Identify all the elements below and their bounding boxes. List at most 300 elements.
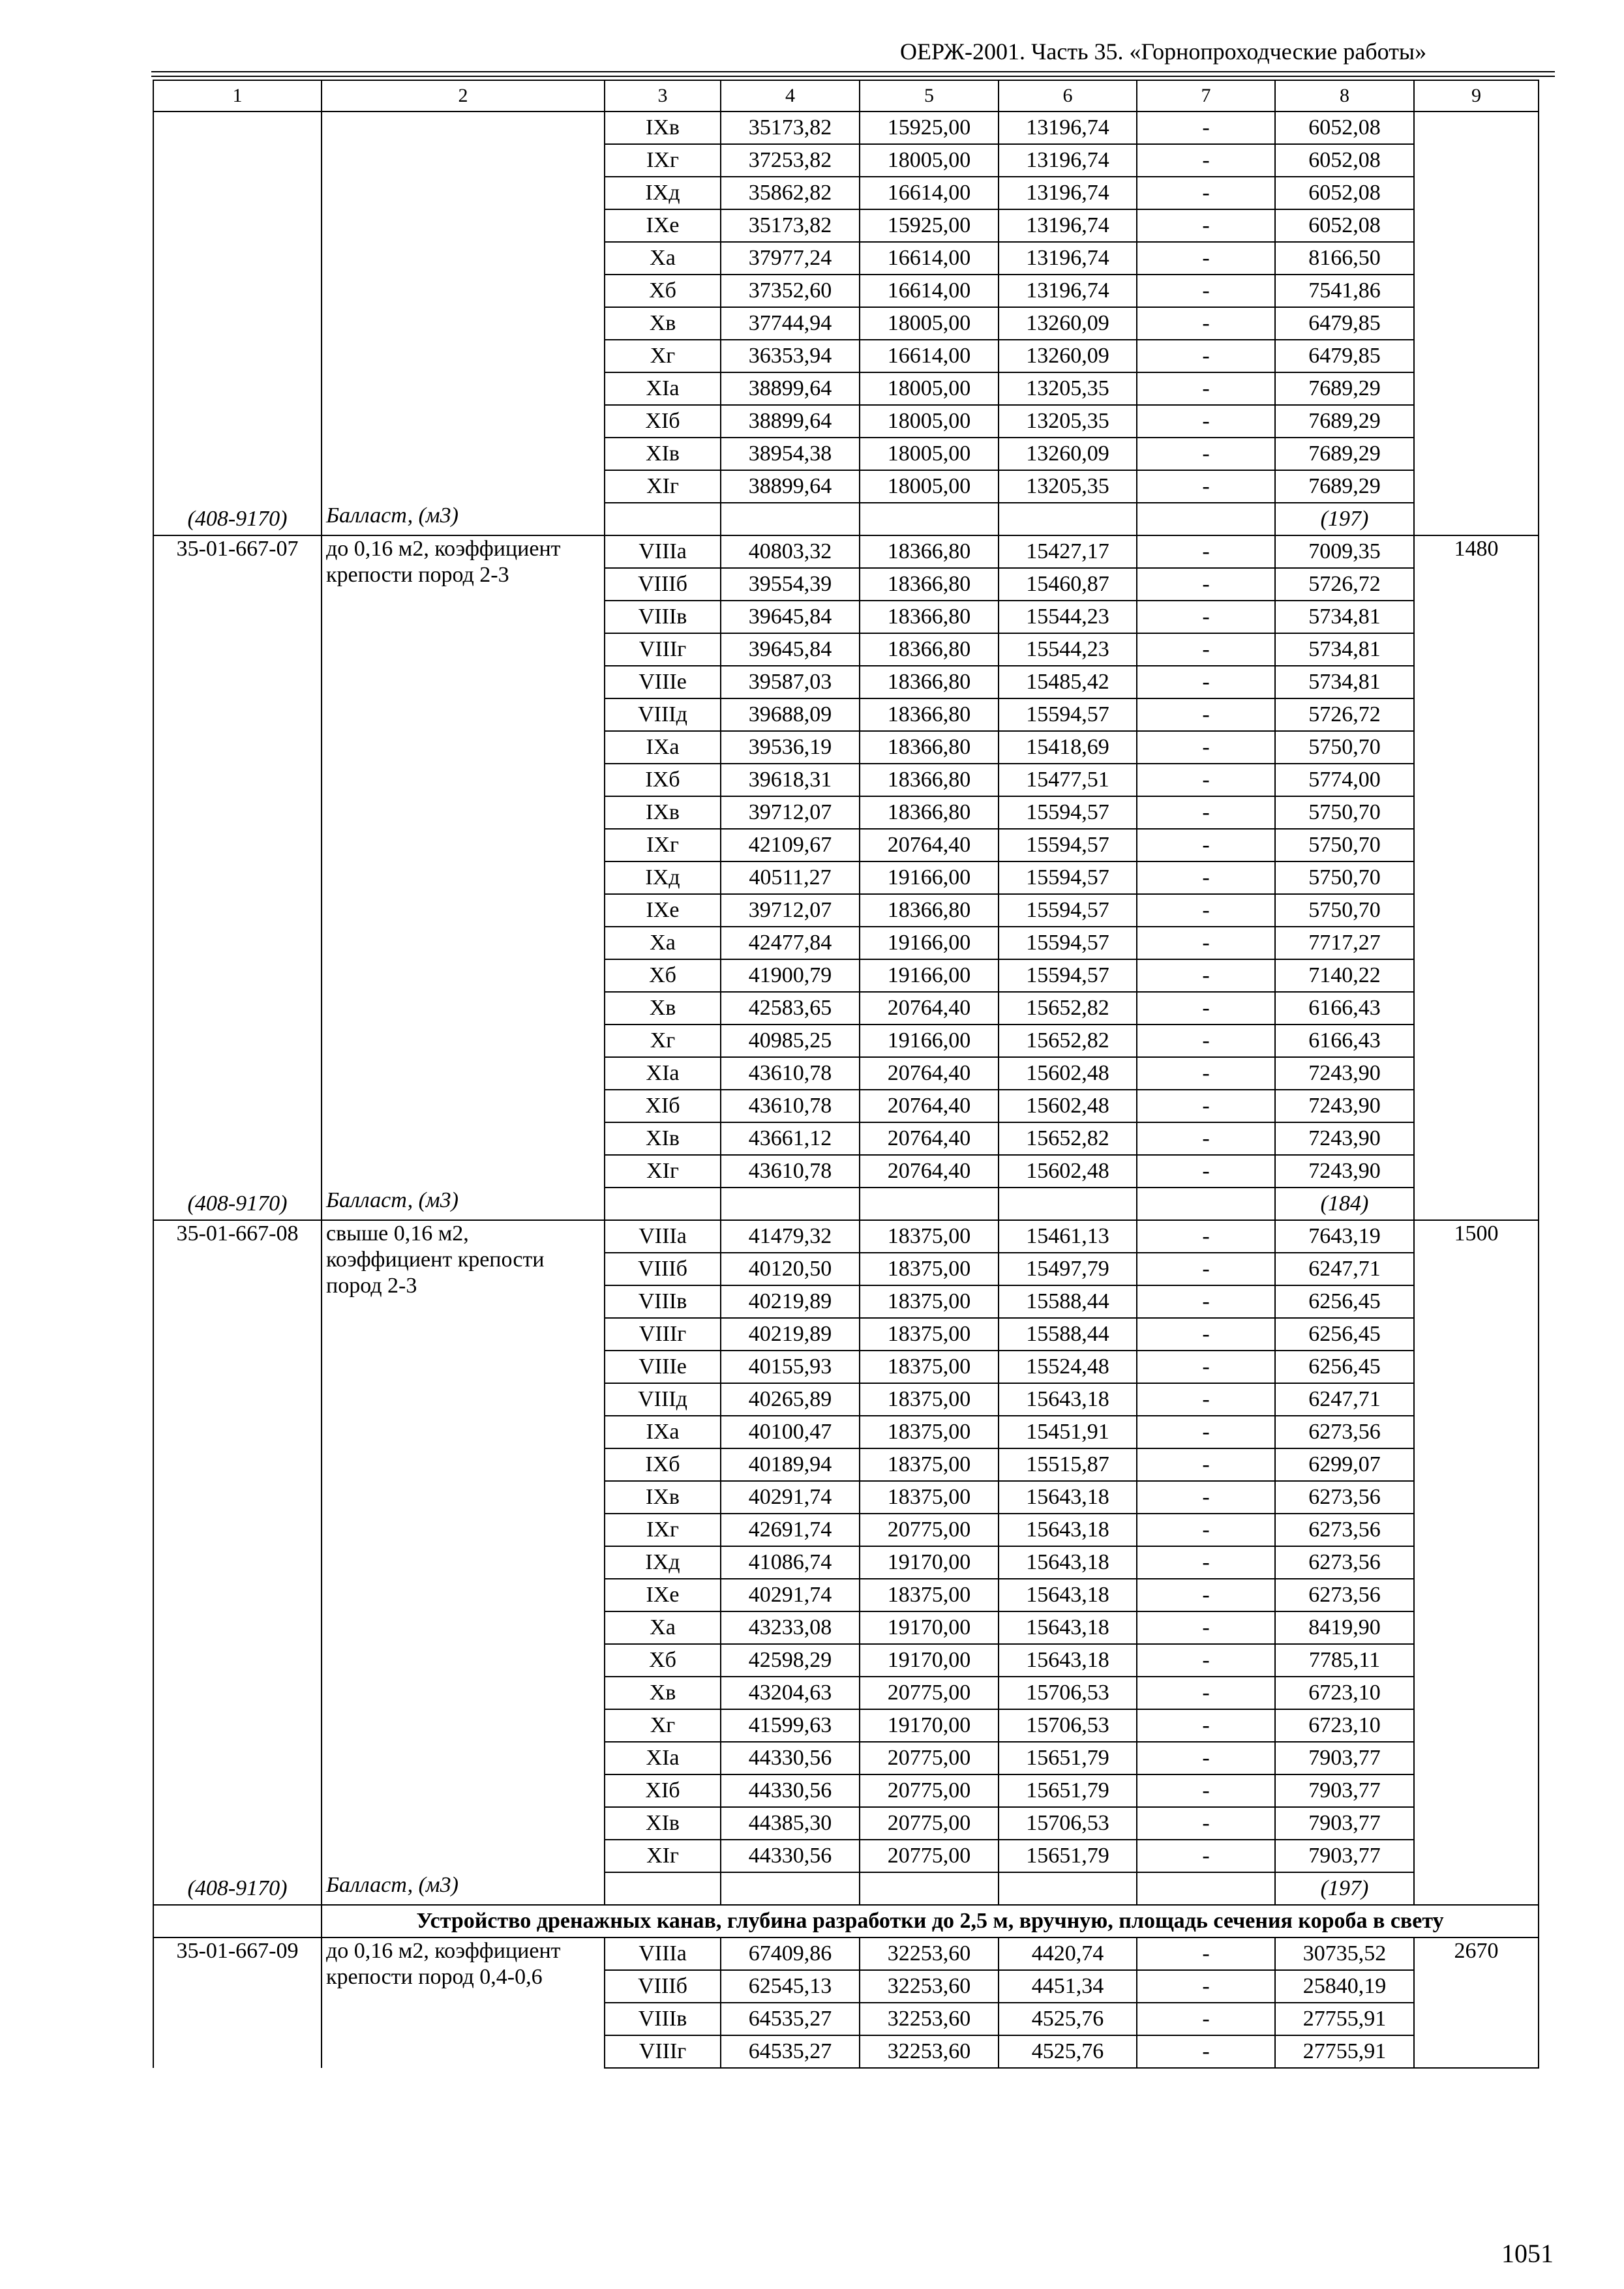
value-cell: 6273,56 bbox=[1275, 1579, 1414, 1611]
value-cell: 15652,82 bbox=[999, 1025, 1137, 1057]
ballast-value: (184) bbox=[1275, 1188, 1414, 1220]
value-cell: 20764,40 bbox=[860, 1155, 999, 1188]
value-cell: 44330,56 bbox=[721, 1840, 860, 1872]
value-cell: 5726,72 bbox=[1275, 698, 1414, 731]
value-cell: 43610,78 bbox=[721, 1155, 860, 1188]
value-cell: - bbox=[1137, 1677, 1275, 1709]
value-cell: 5734,81 bbox=[1275, 633, 1414, 666]
value-cell: 44330,56 bbox=[721, 1774, 860, 1807]
zone-cell: Xг bbox=[605, 340, 721, 372]
zone-cell: XIг bbox=[605, 1155, 721, 1188]
value-cell: 32253,60 bbox=[860, 2035, 999, 2068]
value-cell: - bbox=[1137, 601, 1275, 633]
value-cell: 37352,60 bbox=[721, 275, 860, 307]
zone-cell: IXе bbox=[605, 209, 721, 242]
value-cell: 19166,00 bbox=[860, 959, 999, 992]
value-cell: 15451,91 bbox=[999, 1416, 1137, 1448]
value-cell: 13196,74 bbox=[999, 112, 1137, 144]
value-cell: 40155,93 bbox=[721, 1351, 860, 1383]
zone-cell: Xб bbox=[605, 1644, 721, 1677]
col9-cell: 1500 bbox=[1414, 1220, 1539, 1905]
value-cell: 64535,27 bbox=[721, 2003, 860, 2035]
value-cell: - bbox=[1137, 144, 1275, 177]
value-cell: - bbox=[1137, 829, 1275, 861]
table-row bbox=[153, 1220, 1539, 1253]
value-cell: - bbox=[1137, 209, 1275, 242]
value-cell: 7243,90 bbox=[1275, 1122, 1414, 1155]
value-cell: - bbox=[1137, 405, 1275, 438]
value-cell: - bbox=[1137, 1970, 1275, 2003]
value-cell: 19170,00 bbox=[860, 1709, 999, 1742]
ballast-value: (197) bbox=[1275, 1872, 1414, 1905]
table-row bbox=[153, 535, 1539, 568]
value-cell: 64535,27 bbox=[721, 2035, 860, 2068]
item-code: 35-01-667-09 bbox=[153, 1937, 322, 2068]
value-cell: 13196,74 bbox=[999, 275, 1137, 307]
zone-cell: VIIIв bbox=[605, 1285, 721, 1318]
value-cell: 27755,91 bbox=[1275, 2003, 1414, 2035]
value-cell: - bbox=[1137, 568, 1275, 601]
value-cell: 15706,53 bbox=[999, 1807, 1137, 1840]
value-cell: 18366,80 bbox=[860, 568, 999, 601]
value-cell: 39554,39 bbox=[721, 568, 860, 601]
ballast-row bbox=[153, 1872, 1539, 1905]
value-cell: 19166,00 bbox=[860, 861, 999, 894]
value-cell: 15706,53 bbox=[999, 1709, 1137, 1742]
description-cell-empty bbox=[322, 112, 605, 503]
value-cell: 5734,81 bbox=[1275, 666, 1414, 698]
value-cell: 13205,35 bbox=[999, 372, 1137, 405]
ballast-empty-cell bbox=[1137, 1188, 1275, 1220]
section-title: Устройство дренажных канав, глубина разработки до 2,5 м, вручную, площадь сечения короба в свету bbox=[322, 1905, 1539, 1937]
value-cell: 15602,48 bbox=[999, 1090, 1137, 1122]
value-cell: 18366,80 bbox=[860, 698, 999, 731]
value-cell: 7689,29 bbox=[1275, 372, 1414, 405]
value-cell: 18375,00 bbox=[860, 1416, 999, 1448]
value-cell: 13260,09 bbox=[999, 438, 1137, 470]
value-cell: 13196,74 bbox=[999, 144, 1137, 177]
value-cell: - bbox=[1137, 1351, 1275, 1383]
value-cell: - bbox=[1137, 992, 1275, 1025]
value-cell: 15594,57 bbox=[999, 861, 1137, 894]
value-cell: 20775,00 bbox=[860, 1840, 999, 1872]
value-cell: - bbox=[1137, 2003, 1275, 2035]
value-cell: 5750,70 bbox=[1275, 731, 1414, 764]
value-cell: 20764,40 bbox=[860, 829, 999, 861]
header-rule-second bbox=[151, 76, 1555, 77]
zone-cell: IXв bbox=[605, 796, 721, 829]
value-cell: 36353,94 bbox=[721, 340, 860, 372]
zone-cell: IXд bbox=[605, 861, 721, 894]
ballast-empty-cell bbox=[860, 1188, 999, 1220]
value-cell: 18366,80 bbox=[860, 764, 999, 796]
value-cell: 4451,34 bbox=[999, 1970, 1137, 2003]
value-cell: - bbox=[1137, 1155, 1275, 1188]
value-cell: 40189,94 bbox=[721, 1448, 860, 1481]
value-cell: 25840,19 bbox=[1275, 1970, 1414, 2003]
zone-cell: Xг bbox=[605, 1025, 721, 1057]
value-cell: 18375,00 bbox=[860, 1318, 999, 1351]
value-cell: - bbox=[1137, 1579, 1275, 1611]
value-cell: 15706,53 bbox=[999, 1677, 1137, 1709]
value-cell: 16614,00 bbox=[860, 177, 999, 209]
value-cell: - bbox=[1137, 927, 1275, 959]
zone-cell: Xв bbox=[605, 1677, 721, 1709]
value-cell: 18375,00 bbox=[860, 1481, 999, 1514]
zone-cell: IXг bbox=[605, 1514, 721, 1546]
zone-cell: XIа bbox=[605, 1742, 721, 1774]
col9-cell bbox=[1414, 112, 1539, 535]
value-cell: 41900,79 bbox=[721, 959, 860, 992]
value-cell: 15594,57 bbox=[999, 894, 1137, 927]
value-cell: - bbox=[1137, 894, 1275, 927]
value-cell: 15652,82 bbox=[999, 992, 1137, 1025]
col9-cell: 2670 bbox=[1414, 1937, 1539, 2068]
value-cell: - bbox=[1137, 666, 1275, 698]
value-cell: - bbox=[1137, 959, 1275, 992]
item-code: 35-01-667-07 bbox=[153, 535, 322, 1188]
ballast-empty-cell bbox=[721, 1188, 860, 1220]
value-cell: - bbox=[1137, 1416, 1275, 1448]
value-cell: 6166,43 bbox=[1275, 1025, 1414, 1057]
page-number: 1051 bbox=[1501, 2239, 1554, 2268]
value-cell: - bbox=[1137, 1514, 1275, 1546]
zone-cell: IXг bbox=[605, 144, 721, 177]
value-cell: 40803,32 bbox=[721, 535, 860, 568]
ballast-row bbox=[153, 503, 1539, 535]
value-cell: 7689,29 bbox=[1275, 438, 1414, 470]
column-number: 6 bbox=[999, 80, 1137, 112]
value-cell: 15652,82 bbox=[999, 1122, 1137, 1155]
section-row bbox=[153, 1905, 1539, 1937]
value-cell: 5774,00 bbox=[1275, 764, 1414, 796]
column-number: 5 bbox=[860, 80, 999, 112]
value-cell: 42583,65 bbox=[721, 992, 860, 1025]
zone-cell: IXб bbox=[605, 1448, 721, 1481]
zone-cell: IXг bbox=[605, 829, 721, 861]
column-number: 8 bbox=[1275, 80, 1414, 112]
value-cell: 18375,00 bbox=[860, 1253, 999, 1285]
zone-cell: VIIIа bbox=[605, 1937, 721, 1970]
value-cell: 15524,48 bbox=[999, 1351, 1137, 1383]
zone-cell: VIIIа bbox=[605, 535, 721, 568]
value-cell: 7689,29 bbox=[1275, 470, 1414, 503]
value-cell: 5726,72 bbox=[1275, 568, 1414, 601]
value-cell: - bbox=[1137, 764, 1275, 796]
value-cell: 13205,35 bbox=[999, 405, 1137, 438]
ballast-empty-cell bbox=[1137, 503, 1275, 535]
value-cell: 13196,74 bbox=[999, 177, 1137, 209]
zone-cell: IXб bbox=[605, 764, 721, 796]
zone-cell: XIв bbox=[605, 1122, 721, 1155]
ballast-label: Балласт, (м3) bbox=[322, 503, 605, 535]
ballast-code: (408-9170) bbox=[153, 1872, 322, 1905]
value-cell: 44385,30 bbox=[721, 1807, 860, 1840]
value-cell: 7243,90 bbox=[1275, 1090, 1414, 1122]
item-description: свыше 0,16 м2, коэффициент крепости пород 2-3 bbox=[322, 1220, 605, 1872]
value-cell: 40291,74 bbox=[721, 1579, 860, 1611]
zone-cell: VIIIе bbox=[605, 1351, 721, 1383]
value-cell: 18375,00 bbox=[860, 1579, 999, 1611]
value-cell: - bbox=[1137, 633, 1275, 666]
value-cell: 39645,84 bbox=[721, 601, 860, 633]
value-cell: 32253,60 bbox=[860, 1937, 999, 1970]
column-number-row bbox=[153, 80, 1539, 112]
value-cell: 40511,27 bbox=[721, 861, 860, 894]
value-cell: 7243,90 bbox=[1275, 1155, 1414, 1188]
item-description: до 0,16 м2, коэффициент крепости пород 0,4-0,6 bbox=[322, 1937, 605, 2068]
value-cell: 15497,79 bbox=[999, 1253, 1137, 1285]
zone-cell: VIIIб bbox=[605, 1970, 721, 2003]
price-table bbox=[153, 80, 1539, 2069]
value-cell: 43661,12 bbox=[721, 1122, 860, 1155]
zone-cell: VIIIг bbox=[605, 1318, 721, 1351]
value-cell: 7903,77 bbox=[1275, 1840, 1414, 1872]
value-cell: 40100,47 bbox=[721, 1416, 860, 1448]
value-cell: 18366,80 bbox=[860, 894, 999, 927]
zone-cell: IXв bbox=[605, 1481, 721, 1514]
value-cell: - bbox=[1137, 1937, 1275, 1970]
zone-cell: XIа bbox=[605, 1057, 721, 1090]
value-cell: 18375,00 bbox=[860, 1383, 999, 1416]
value-cell: - bbox=[1137, 861, 1275, 894]
value-cell: - bbox=[1137, 1644, 1275, 1677]
value-cell: 15594,57 bbox=[999, 698, 1137, 731]
value-cell: 15651,79 bbox=[999, 1774, 1137, 1807]
value-cell: 13205,35 bbox=[999, 470, 1137, 503]
zone-cell: VIIIа bbox=[605, 1220, 721, 1253]
value-cell: 20775,00 bbox=[860, 1677, 999, 1709]
price-table-body bbox=[153, 80, 1539, 2068]
value-cell: 38899,64 bbox=[721, 372, 860, 405]
zone-cell: VIIIд bbox=[605, 1383, 721, 1416]
value-cell: 20764,40 bbox=[860, 1122, 999, 1155]
value-cell: 15643,18 bbox=[999, 1579, 1137, 1611]
zone-cell: XIг bbox=[605, 470, 721, 503]
value-cell: 6723,10 bbox=[1275, 1677, 1414, 1709]
value-cell: 20775,00 bbox=[860, 1774, 999, 1807]
zone-cell: XIв bbox=[605, 1807, 721, 1840]
value-cell: 15643,18 bbox=[999, 1383, 1137, 1416]
ballast-empty-cell bbox=[721, 503, 860, 535]
column-number: 2 bbox=[322, 80, 605, 112]
value-cell: 40219,89 bbox=[721, 1285, 860, 1318]
value-cell: - bbox=[1137, 1742, 1275, 1774]
page-header-title: ОЕРЖ-2001. Часть 35. «Горнопроходческие работы» bbox=[900, 38, 1427, 65]
ballast-empty-cell bbox=[999, 1872, 1137, 1905]
zone-cell: Xб bbox=[605, 275, 721, 307]
value-cell: 6052,08 bbox=[1275, 209, 1414, 242]
value-cell: 18005,00 bbox=[860, 372, 999, 405]
value-cell: 6247,71 bbox=[1275, 1253, 1414, 1285]
value-cell: 18375,00 bbox=[860, 1220, 999, 1253]
value-cell: 44330,56 bbox=[721, 1742, 860, 1774]
value-cell: 39645,84 bbox=[721, 633, 860, 666]
value-cell: 18366,80 bbox=[860, 633, 999, 666]
value-cell: 7541,86 bbox=[1275, 275, 1414, 307]
value-cell: 39688,09 bbox=[721, 698, 860, 731]
value-cell: 6273,56 bbox=[1275, 1416, 1414, 1448]
value-cell: 40291,74 bbox=[721, 1481, 860, 1514]
value-cell: 32253,60 bbox=[860, 2003, 999, 2035]
value-cell: 15602,48 bbox=[999, 1057, 1137, 1090]
value-cell: 7243,90 bbox=[1275, 1057, 1414, 1090]
value-cell: 7903,77 bbox=[1275, 1742, 1414, 1774]
value-cell: - bbox=[1137, 731, 1275, 764]
value-cell: - bbox=[1137, 275, 1275, 307]
value-cell: 7689,29 bbox=[1275, 405, 1414, 438]
zone-cell: Xв bbox=[605, 992, 721, 1025]
value-cell: 40120,50 bbox=[721, 1253, 860, 1285]
value-cell: 15461,13 bbox=[999, 1220, 1137, 1253]
value-cell: - bbox=[1137, 112, 1275, 144]
value-cell: 32253,60 bbox=[860, 1970, 999, 2003]
value-cell: 15651,79 bbox=[999, 1742, 1137, 1774]
value-cell: 39712,07 bbox=[721, 796, 860, 829]
value-cell: 16614,00 bbox=[860, 275, 999, 307]
zone-cell: VIIIв bbox=[605, 2003, 721, 2035]
value-cell: 4420,74 bbox=[999, 1937, 1137, 1970]
value-cell: 5750,70 bbox=[1275, 861, 1414, 894]
item-code: 35-01-667-08 bbox=[153, 1220, 322, 1872]
value-cell: 18375,00 bbox=[860, 1351, 999, 1383]
value-cell: 4525,76 bbox=[999, 2035, 1137, 2068]
zone-cell: IXд bbox=[605, 1546, 721, 1579]
ballast-code: (408-9170) bbox=[153, 503, 322, 535]
zone-cell: IXе bbox=[605, 894, 721, 927]
value-cell: 6273,56 bbox=[1275, 1481, 1414, 1514]
value-cell: 6479,85 bbox=[1275, 340, 1414, 372]
value-cell: 15643,18 bbox=[999, 1481, 1137, 1514]
value-cell: 15643,18 bbox=[999, 1611, 1137, 1644]
header-rule bbox=[151, 71, 1555, 72]
value-cell: 13260,09 bbox=[999, 307, 1137, 340]
zone-cell: IXд bbox=[605, 177, 721, 209]
value-cell: 20775,00 bbox=[860, 1514, 999, 1546]
value-cell: 37744,94 bbox=[721, 307, 860, 340]
value-cell: 13260,09 bbox=[999, 340, 1137, 372]
value-cell: 5734,81 bbox=[1275, 601, 1414, 633]
value-cell: 6256,45 bbox=[1275, 1285, 1414, 1318]
value-cell: 35173,82 bbox=[721, 112, 860, 144]
value-cell: - bbox=[1137, 372, 1275, 405]
value-cell: 67409,86 bbox=[721, 1937, 860, 1970]
column-number: 1 bbox=[153, 80, 322, 112]
value-cell: 7140,22 bbox=[1275, 959, 1414, 992]
value-cell: 43204,63 bbox=[721, 1677, 860, 1709]
value-cell: - bbox=[1137, 1122, 1275, 1155]
value-cell: 38899,64 bbox=[721, 470, 860, 503]
value-cell: 13196,74 bbox=[999, 209, 1137, 242]
value-cell: - bbox=[1137, 2035, 1275, 2068]
zone-cell: XIб bbox=[605, 1090, 721, 1122]
value-cell: 18005,00 bbox=[860, 405, 999, 438]
zone-cell: VIIIг bbox=[605, 633, 721, 666]
value-cell: 15588,44 bbox=[999, 1318, 1137, 1351]
value-cell: 6299,07 bbox=[1275, 1448, 1414, 1481]
value-cell: - bbox=[1137, 1840, 1275, 1872]
value-cell: 27755,91 bbox=[1275, 2035, 1414, 2068]
value-cell: 30735,52 bbox=[1275, 1937, 1414, 1970]
value-cell: 6052,08 bbox=[1275, 144, 1414, 177]
value-cell: 35862,82 bbox=[721, 177, 860, 209]
ballast-empty-cell bbox=[999, 503, 1137, 535]
value-cell: - bbox=[1137, 1318, 1275, 1351]
value-cell: 6723,10 bbox=[1275, 1709, 1414, 1742]
value-cell: - bbox=[1137, 698, 1275, 731]
zone-cell: VIIIв bbox=[605, 601, 721, 633]
value-cell: 6479,85 bbox=[1275, 307, 1414, 340]
zone-cell: XIв bbox=[605, 438, 721, 470]
value-cell: 43610,78 bbox=[721, 1090, 860, 1122]
ballast-code: (408-9170) bbox=[153, 1188, 322, 1220]
value-cell: 20764,40 bbox=[860, 1057, 999, 1090]
zone-cell: XIг bbox=[605, 1840, 721, 1872]
value-cell: 20775,00 bbox=[860, 1807, 999, 1840]
ballast-empty-cell bbox=[605, 1872, 721, 1905]
zone-cell: VIIIб bbox=[605, 1253, 721, 1285]
value-cell: 7903,77 bbox=[1275, 1774, 1414, 1807]
value-cell: 18005,00 bbox=[860, 470, 999, 503]
value-cell: 6256,45 bbox=[1275, 1318, 1414, 1351]
value-cell: 15485,42 bbox=[999, 666, 1137, 698]
zone-cell: Xа bbox=[605, 1611, 721, 1644]
value-cell: - bbox=[1137, 177, 1275, 209]
value-cell: 43233,08 bbox=[721, 1611, 860, 1644]
value-cell: 15643,18 bbox=[999, 1546, 1137, 1579]
value-cell: 18366,80 bbox=[860, 666, 999, 698]
value-cell: 15594,57 bbox=[999, 959, 1137, 992]
value-cell: 35173,82 bbox=[721, 209, 860, 242]
value-cell: 18366,80 bbox=[860, 601, 999, 633]
zone-cell: Xг bbox=[605, 1709, 721, 1742]
column-number: 4 bbox=[721, 80, 860, 112]
ballast-empty-cell bbox=[860, 1872, 999, 1905]
value-cell: 43610,78 bbox=[721, 1057, 860, 1090]
ballast-empty-cell bbox=[721, 1872, 860, 1905]
value-cell: 19170,00 bbox=[860, 1611, 999, 1644]
zone-cell: VIIIб bbox=[605, 568, 721, 601]
value-cell: 15477,51 bbox=[999, 764, 1137, 796]
value-cell: 18375,00 bbox=[860, 1285, 999, 1318]
value-cell: - bbox=[1137, 1285, 1275, 1318]
table-row bbox=[153, 1937, 1539, 1970]
item-description: до 0,16 м2, коэффициент крепости пород 2-3 bbox=[322, 535, 605, 1188]
value-cell: 15418,69 bbox=[999, 731, 1137, 764]
value-cell: - bbox=[1137, 1807, 1275, 1840]
value-cell: 7785,11 bbox=[1275, 1644, 1414, 1677]
zone-cell: IXе bbox=[605, 1579, 721, 1611]
ballast-empty-cell bbox=[605, 503, 721, 535]
value-cell: 15544,23 bbox=[999, 601, 1137, 633]
value-cell: 20775,00 bbox=[860, 1742, 999, 1774]
value-cell: - bbox=[1137, 1709, 1275, 1742]
value-cell: 8419,90 bbox=[1275, 1611, 1414, 1644]
ballast-row bbox=[153, 1188, 1539, 1220]
value-cell: - bbox=[1137, 1220, 1275, 1253]
value-cell: 15925,00 bbox=[860, 112, 999, 144]
value-cell: 15544,23 bbox=[999, 633, 1137, 666]
value-cell: 19166,00 bbox=[860, 927, 999, 959]
zone-cell: IXа bbox=[605, 731, 721, 764]
col9-cell: 1480 bbox=[1414, 535, 1539, 1220]
value-cell: 15643,18 bbox=[999, 1644, 1137, 1677]
value-cell: - bbox=[1137, 796, 1275, 829]
value-cell: 39618,31 bbox=[721, 764, 860, 796]
ballast-empty-cell bbox=[999, 1188, 1137, 1220]
value-cell: 18005,00 bbox=[860, 438, 999, 470]
table-row bbox=[153, 112, 1539, 144]
